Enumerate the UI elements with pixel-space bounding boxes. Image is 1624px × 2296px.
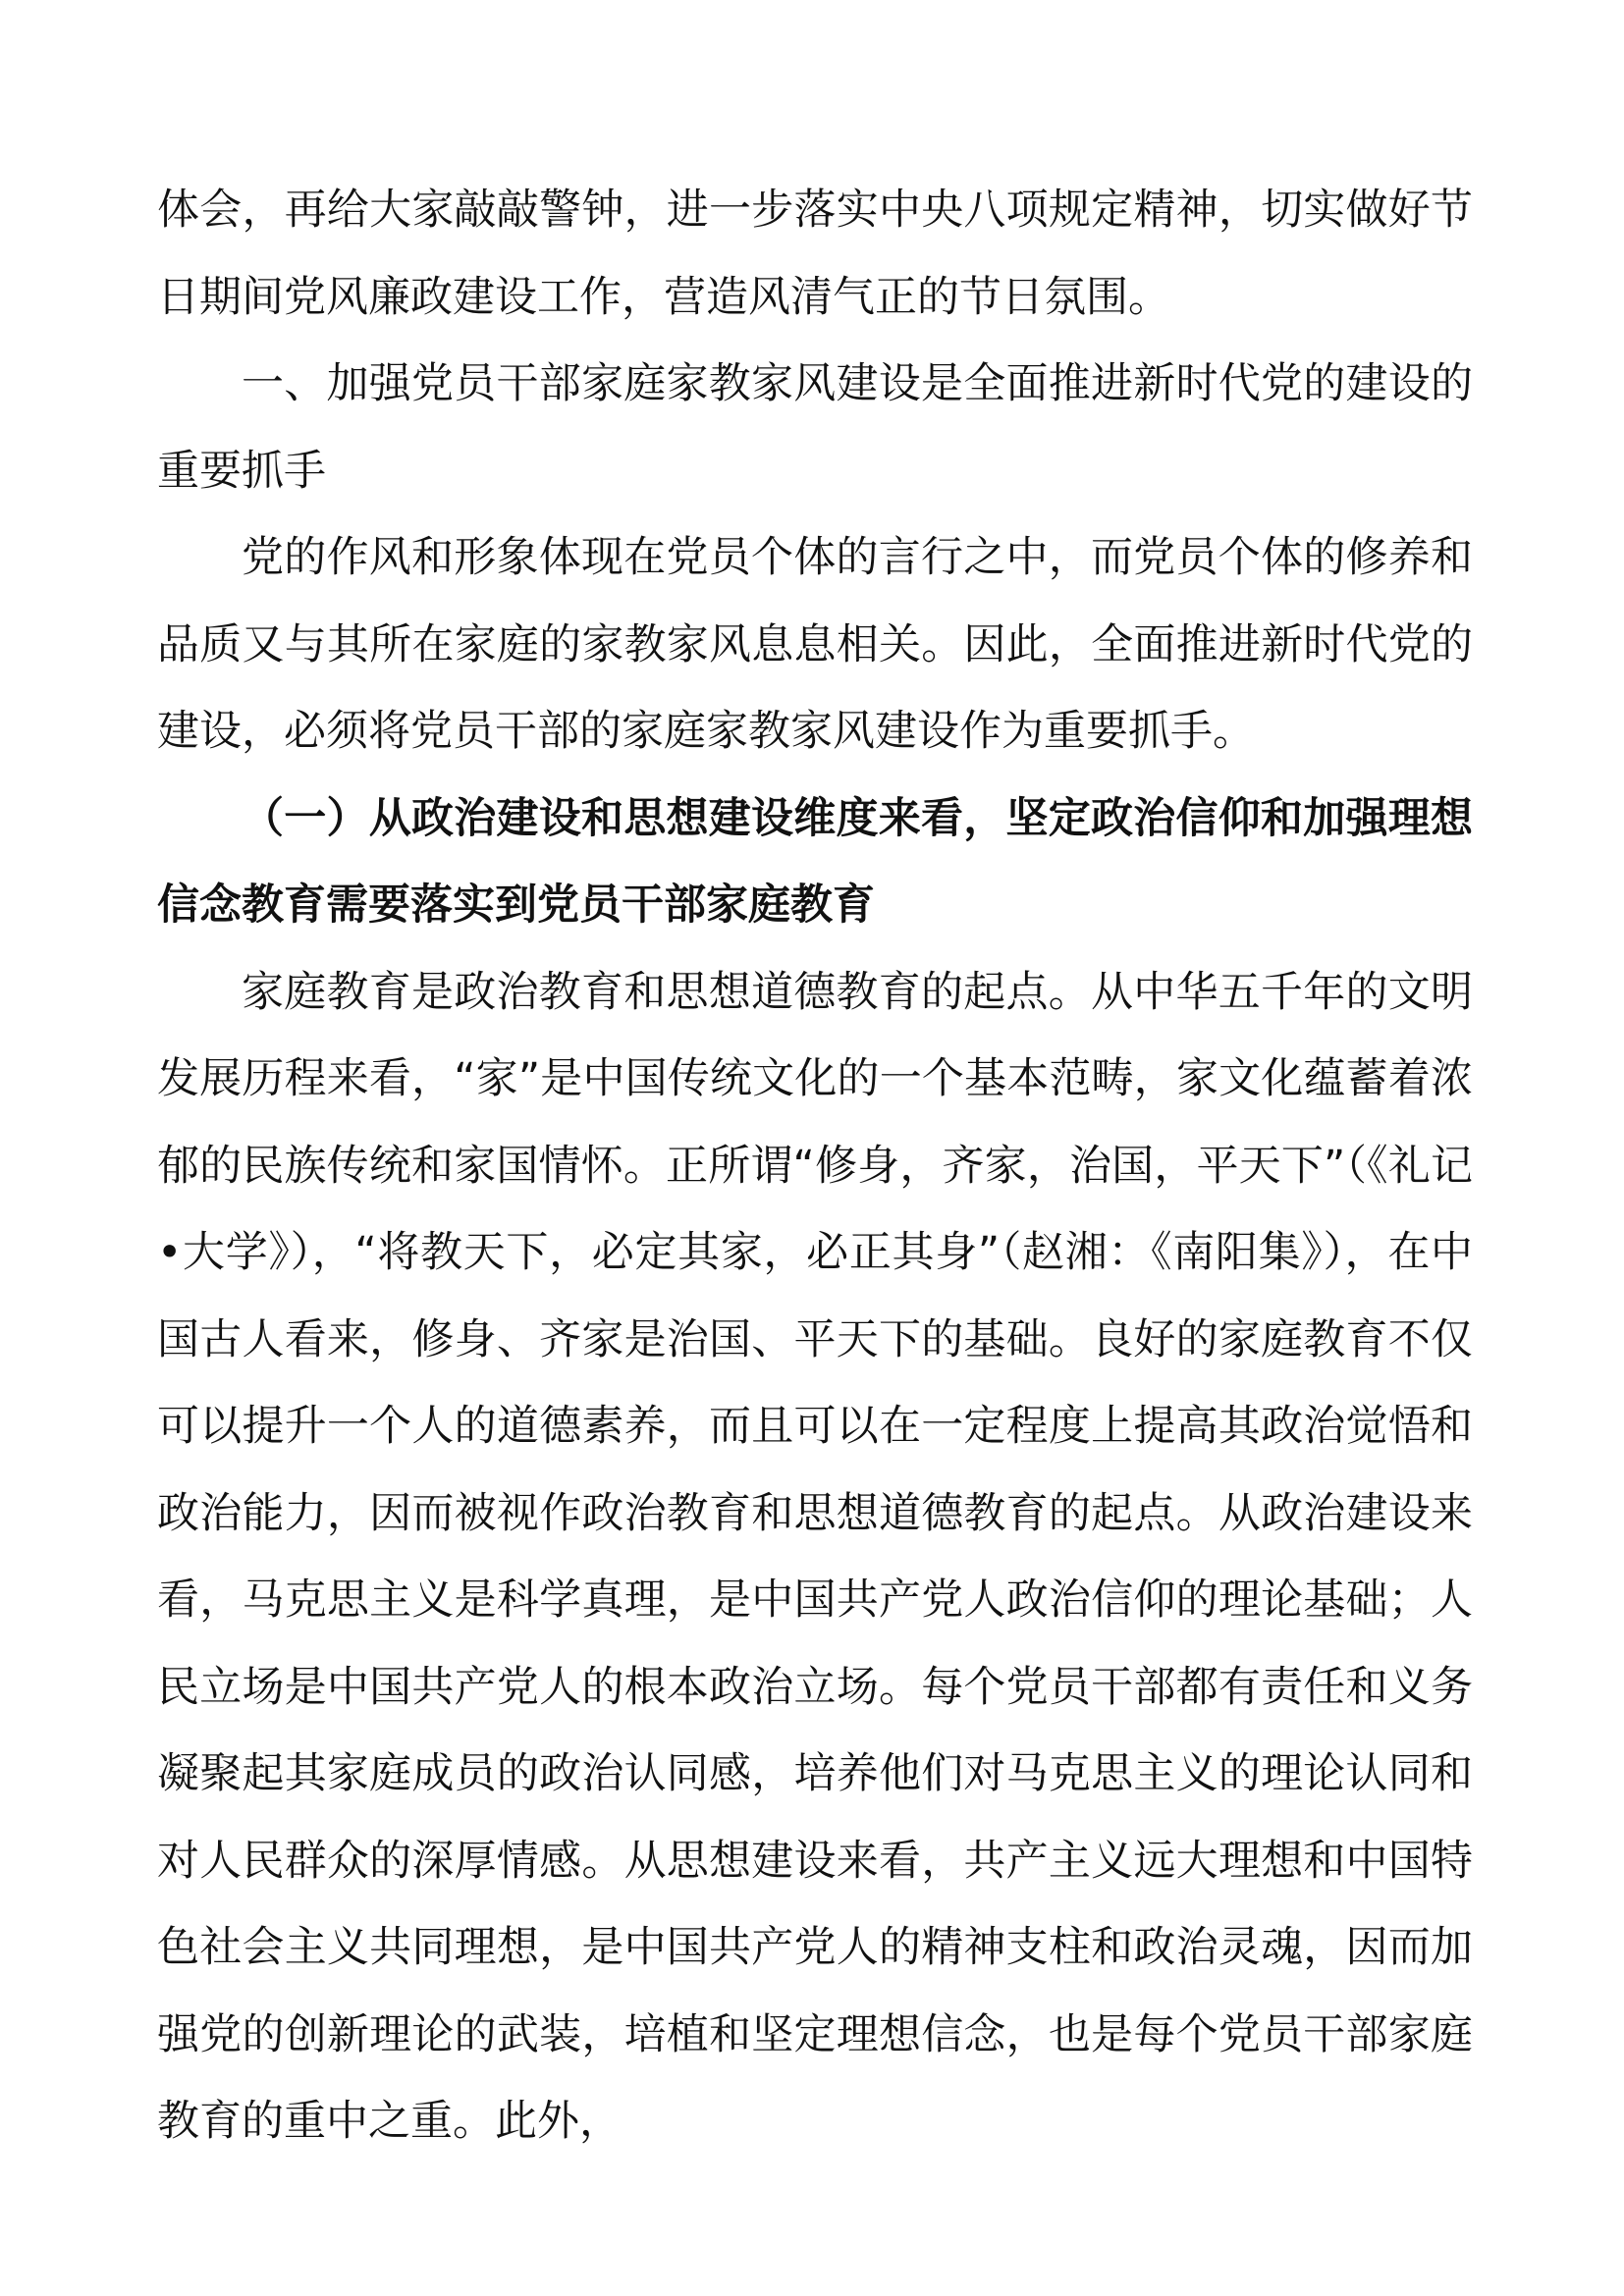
document-page xyxy=(157,167,1473,2165)
paragraph-continuation: 体会，再给大家敲敲警钟，进一步落实中央八项规定精神，切实做好节日期间党风廉政建设工作，营造风清气正的节日氛围。 xyxy=(157,186,1473,322)
section-heading-1: 一、加强党员干部家庭家教家风建设是全面推进新时代党的建设的重要抓手 xyxy=(157,359,1473,496)
paragraph-body: 家庭教育是政治教育和思想道德教育的起点。从中华五千年的文明发展历程来看，“家”是中国传统文化的一个基本范畴，家文化蕴蓄着浓郁的民族传统和家国情怀。正所谓“修身，齐家，治国，平天下”（《礼记•大学》），“将教天下，必定其家，必正其身”（赵湘：《南阳集》），在中国古人看来，修身、齐家是治国、平天下的基础。良好的家庭教育不仅可以提升一个人的道德素养，而且可以在一定程度上提高其政治觉悟和政治能力，因而被视作政治教育和思想道德教育的起点。从政治建设来看，马克思主义是科学真理，是中国共产党人政治信仰的理论基础；人民立场是中国共产党人的根本政治立场。每个党员干部都有责任和义务凝聚起其家庭成员的政治认同感，培养他们对马克思主义的理论认同和对人民群众的深厚情感。从思想建设来看，共产主义远大理想和中国特色社会主义共同理想，是中国共产党人的精神支柱和政治灵魂，因而加强党的创新理论的武装，培植和坚定理想信念，也是每个党员干部家庭教育的重中之重。此外， xyxy=(157,967,1473,2146)
subsection-heading-1: （一）从政治建设和思想建设维度来看，坚定政治信仰和加强理想信念教育需要落实到党员干部家庭教育 xyxy=(157,793,1473,930)
paragraph-body: 党的作风和形象体现在党员个体的言行之中，而党员个体的修养和品质又与其所在家庭的家教家风息息相关。因此，全面推进新时代党的建设，必须将党员干部的家庭家教家风建设作为重要抓手。 xyxy=(157,533,1473,756)
